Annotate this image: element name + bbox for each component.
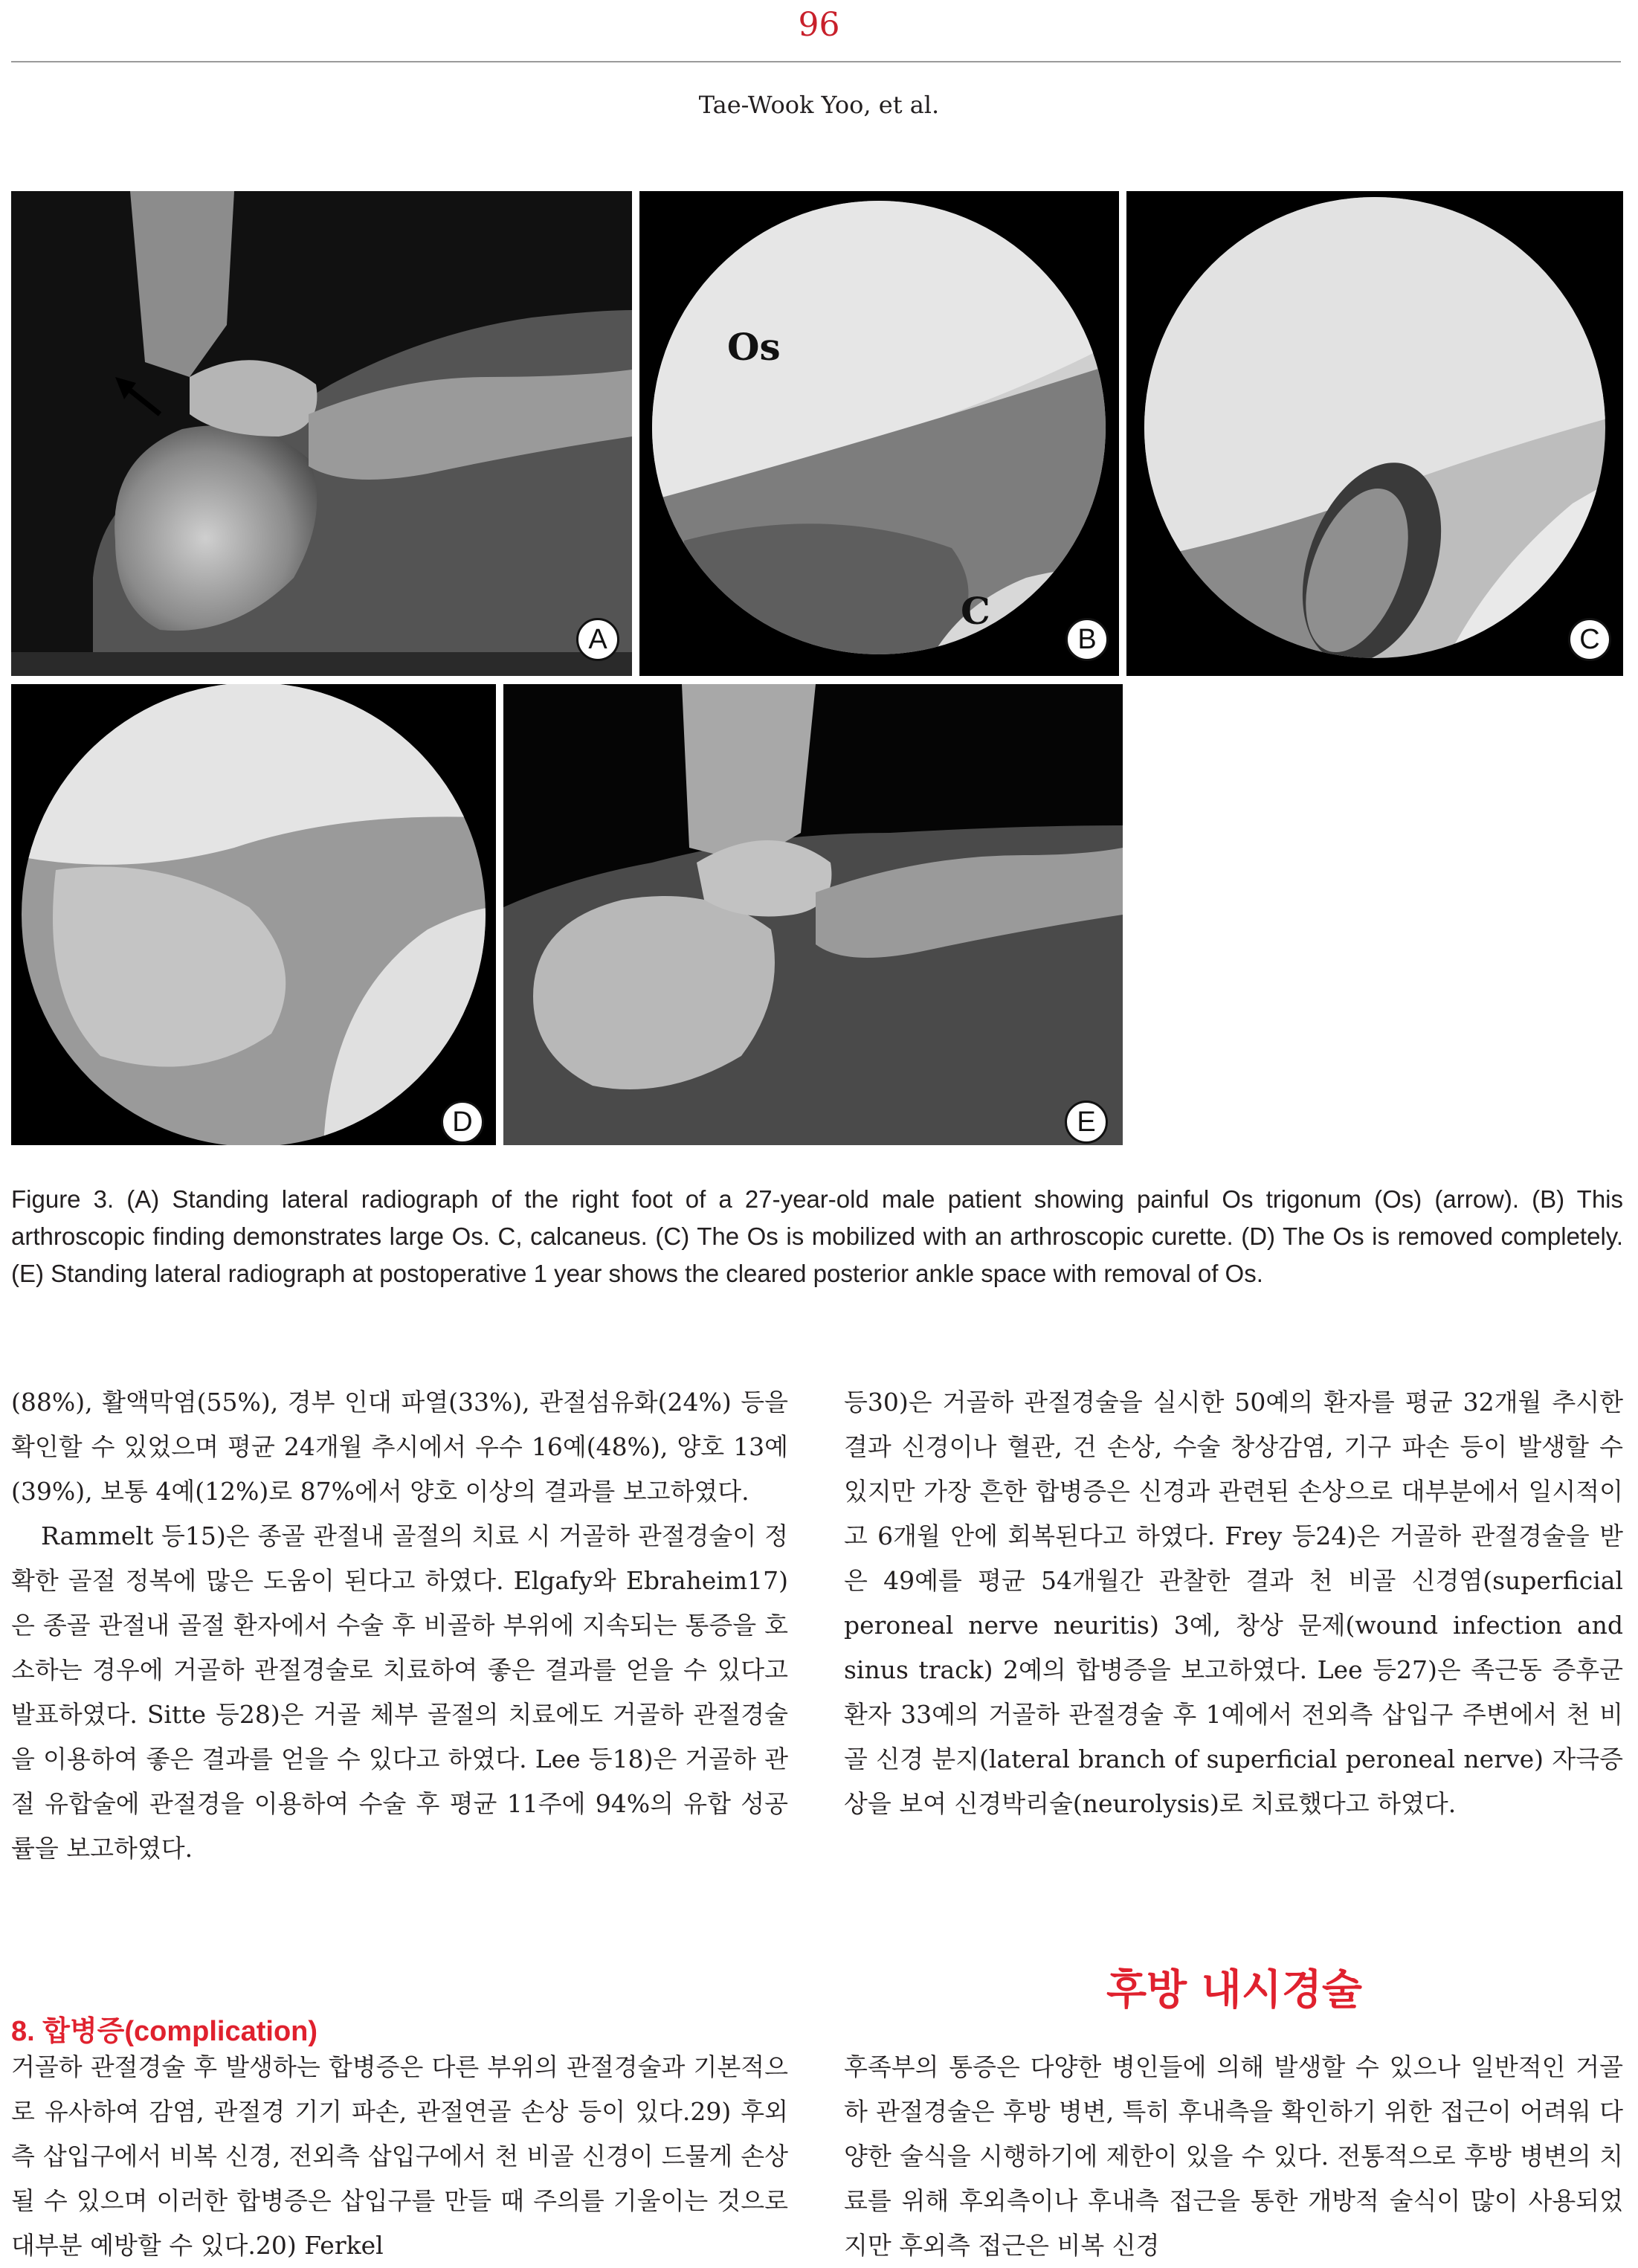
right-column-lower	[844, 2045, 1623, 2268]
figure-panel-c	[1126, 191, 1623, 676]
arthroscopy-c-image	[1126, 191, 1623, 676]
panel-label-b: B	[1065, 618, 1109, 661]
label-calcaneus: C	[961, 589, 990, 633]
page-number: 96	[798, 6, 840, 44]
panel-label-d: D	[441, 1101, 484, 1144]
panel-label-e: E	[1065, 1101, 1108, 1144]
arthroscopy-d-image	[11, 684, 496, 1145]
section-heading-posterior-endoscopy: 후방 내시경술	[1106, 1965, 1363, 2014]
left-paragraph-2: Rammelt 등15)은 종골 관절내 골절의 치료 시 거골하 관절경술이 정확한 골절 정복에 많은 도움이 된다고 하였다. Elgafy와 Ebraheim17)은 종골 관절내 골절 환자에서 수술 후 비골하 부위에 지속되는 통증을 호소하는 경우에 거골하 관절경술로 치료하여 좋은 결과를 얻을 수 있다고 발표하였다. Sitte 등28)은 거골 체부 골절의 치료에도 거골하 관절경술을 이용하여 좋은 결과를 얻을 수 있다고 하였다. Lee 등18)은 거골하 관절 유합술에 관절경을 이용하여 수술 후 평균 11주에 94%의 유합 성공률을 보고하였다.	[11, 1521, 788, 1863]
left-paragraph-3: 거골하 관절경술 후 발생하는 합병증은 다른 부위의 관절경술과 기본적으로 유사하여 감염, 관절경 기기 파손, 관절연골 손상 등이 있다.29) 후외측 삽입구에서 비복 신경, 전외측 삽입구에서 천 비골 신경이 드물게 손상될 수 있으며 이러한 합병증은 삽입구를 만들 때 주의를 기울이는 것으로 대부분 예방할 수 있다.20) Ferkel	[11, 2052, 788, 2260]
left-paragraph-1: (88%), 활액막염(55%), 경부 인대 파열(33%), 관절섬유화(24%) 등을 확인할 수 있었으며 평균 24개월 추시에서 우수 16예(48%), 양호 13예(39%), 보통 4예(12%)로 87%에서 양호 이상의 결과를 보고하였다.	[11, 1388, 788, 1506]
radiograph-a-image	[11, 191, 632, 676]
figure-label: Figure 3.	[11, 1185, 115, 1213]
left-column-upper	[11, 1380, 788, 1871]
label-os: Os	[727, 325, 781, 369]
figure-panel-d	[11, 684, 496, 1145]
figure-caption	[11, 1181, 1623, 1292]
running-head: Tae-Wook Yoo, et al.	[698, 91, 940, 119]
left-column-lower	[11, 2045, 788, 2268]
header-rule	[11, 61, 1621, 62]
right-column-upper	[844, 1380, 1623, 1826]
figure-panel-e	[503, 684, 1123, 1145]
panel-label-c: C	[1568, 618, 1611, 661]
right-paragraph-1: 등30)은 거골하 관절경술을 실시한 50예의 환자를 평균 32개월 추시한 결과 신경이나 혈관, 건 손상, 수술 창상감염, 기구 파손 등이 발생할 수 있지만 가장 흔한 합병증은 신경과 관련된 손상으로 대부분에서 일시적이고 6개월 안에 회복된다고 하였다. Frey 등24)은 거골하 관절경술을 받은 49예를 평균 54개월간 관찰한 결과 천 비골 신경염(superficial peroneal nerve neuritis) 3예, 창상 문제(wound infection and sinus track) 2예의 합병증을 보고하였다. Lee 등27)은 족근동 증후군 환자 33예의 거골하 관절경술 후 1예에서 전외측 삽입구 주변에서 천 비골 신경 분지(lateral branch of superficial peroneal nerve) 자극증상을 보여 신경박리술(neurolysis)로 치료했다고 하였다.	[844, 1388, 1623, 1818]
figure-panel-b	[639, 191, 1119, 676]
figure-panel-a	[11, 191, 632, 676]
figure-caption-text: (A) Standing lateral radiograph of the right foot of a 27-year-old male patient showing painful Os trigonum (Os) (arrow). (B) This arthroscopic finding demonstrates large Os. C, calcaneus. (C) The Os is mobilized with an arthroscopic curette. (D) The Os is removed completely. (E) Standing lateral radiograph at postoperative 1 year shows the cleared posterior ankle space with removal of Os.	[11, 1185, 1624, 1287]
radiograph-e-image	[503, 684, 1123, 1145]
panel-label-a: A	[576, 618, 619, 661]
arthroscopy-b-image	[639, 191, 1119, 676]
section-heading-complication: 8. 합병증(complication)	[11, 2016, 318, 2047]
right-paragraph-2: 후족부의 통증은 다양한 병인들에 의해 발생할 수 있으나 일반적인 거골하 관절경술은 후방 병변, 특히 후내측을 확인하기 위한 접근이 어려워 다양한 술식을 시행하기에 제한이 있을 수 있다. 전통적으로 후방 병변의 치료를 위해 후외측이나 후내측 접근을 통한 개방적 술식이 많이 사용되었지만 후외측 접근은 비복 신경	[844, 2052, 1623, 2260]
